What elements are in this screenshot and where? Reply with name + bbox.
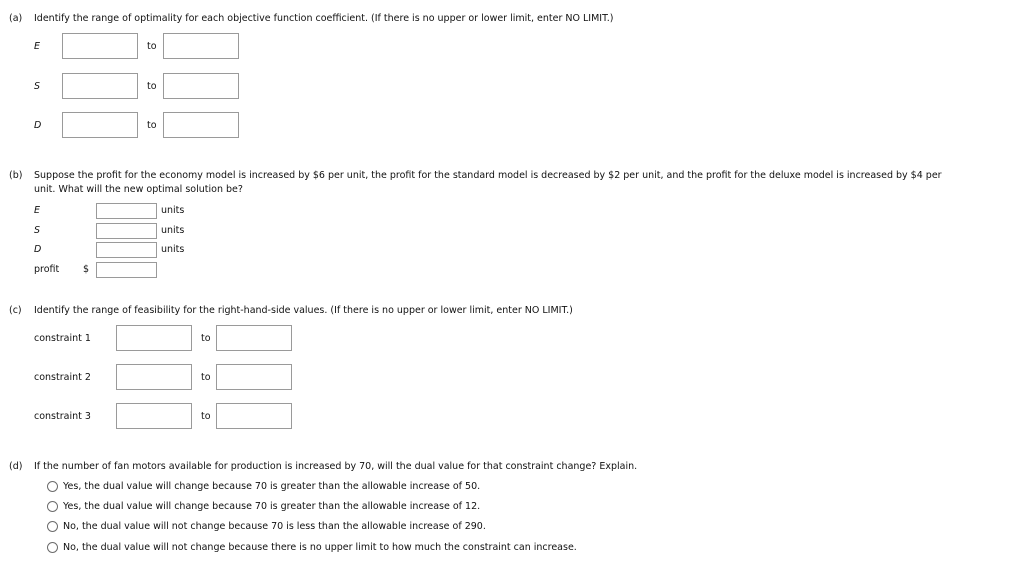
part-c-c1-upper-input[interactable] [216, 325, 292, 351]
part-d-option-4-radio[interactable] [47, 542, 58, 553]
part-a-label: (a) [9, 13, 23, 24]
part-a-s-lower-input[interactable] [62, 73, 138, 99]
part-b-profit-label: profit [34, 264, 60, 275]
part-c-c2-lower-input[interactable] [116, 364, 192, 390]
part-a-var-d: D [34, 120, 42, 131]
part-a-s-to: to [147, 81, 157, 92]
part-d-option-2-label[interactable]: Yes, the dual value will change because 70 is greater than the allowable increase of 12. [63, 501, 481, 512]
part-b-e-units: units [161, 205, 185, 216]
part-a-e-lower-input[interactable] [62, 33, 138, 59]
part-d-option-2-radio[interactable] [47, 501, 58, 512]
part-d-question: If the number of fan motors available for production is increased by 70, will the dual value for that constraint change? Explain. [34, 461, 638, 472]
part-b-question-line1: Suppose the profit for the economy model is increased by $6 per unit, the profit for the standard model is decreased by $2 per unit, and the profit for the deluxe model is increased by $4 per [34, 170, 942, 181]
part-a-e-upper-input[interactable] [163, 33, 239, 59]
part-a-d-to: to [147, 120, 157, 131]
part-c-c3-to: to [201, 411, 211, 422]
part-c-constraint-2-label: constraint 2 [34, 372, 91, 383]
part-c-c1-to: to [201, 333, 211, 344]
part-d-option-4-label[interactable]: No, the dual value will not change because there is no upper limit to how much the constraint can increase. [63, 542, 577, 553]
part-b-s-input[interactable] [96, 223, 157, 239]
part-a-var-e: E [34, 41, 41, 52]
part-b-d-units: units [161, 244, 185, 255]
part-c-constraint-1-label: constraint 1 [34, 333, 91, 344]
part-c-c3-lower-input[interactable] [116, 403, 192, 429]
part-c-c1-lower-input[interactable] [116, 325, 192, 351]
part-c-question: Identify the range of feasibility for the right-hand-side values. (If there is no upper or lower limit, enter NO LIMIT.) [34, 305, 573, 316]
part-d-option-1-label[interactable]: Yes, the dual value will change because 70 is greater than the allowable increase of 50. [63, 481, 481, 492]
part-a-s-upper-input[interactable] [163, 73, 239, 99]
part-c-label: (c) [9, 305, 22, 316]
part-c-c2-to: to [201, 372, 211, 383]
part-a-e-to: to [147, 41, 157, 52]
part-b-currency: $ [83, 264, 90, 275]
part-c-c3-upper-input[interactable] [216, 403, 292, 429]
part-b-profit-input[interactable] [96, 262, 157, 278]
part-b-var-s: S [34, 225, 41, 236]
part-b-question-line2: unit. What will the new optimal solution be? [34, 184, 243, 195]
part-a-d-upper-input[interactable] [163, 112, 239, 138]
part-a-question: Identify the range of optimality for each objective function coefficient. (If there is no upper or lower limit, enter NO LIMIT.) [34, 13, 614, 24]
part-c-c2-upper-input[interactable] [216, 364, 292, 390]
part-a-var-s: S [34, 81, 41, 92]
part-b-var-d: D [34, 244, 42, 255]
part-d-label: (d) [9, 461, 23, 472]
part-a-d-lower-input[interactable] [62, 112, 138, 138]
part-b-var-e: E [34, 205, 41, 216]
part-d-option-3-label[interactable]: No, the dual value will not change because 70 is less than the allowable increase of 290. [63, 521, 486, 532]
part-b-e-input[interactable] [96, 203, 157, 219]
part-c-constraint-3-label: constraint 3 [34, 411, 91, 422]
part-b-s-units: units [161, 225, 185, 236]
part-b-label: (b) [9, 170, 23, 181]
part-d-option-3-radio[interactable] [47, 521, 58, 532]
part-b-d-input[interactable] [96, 242, 157, 258]
part-d-option-1-radio[interactable] [47, 481, 58, 492]
